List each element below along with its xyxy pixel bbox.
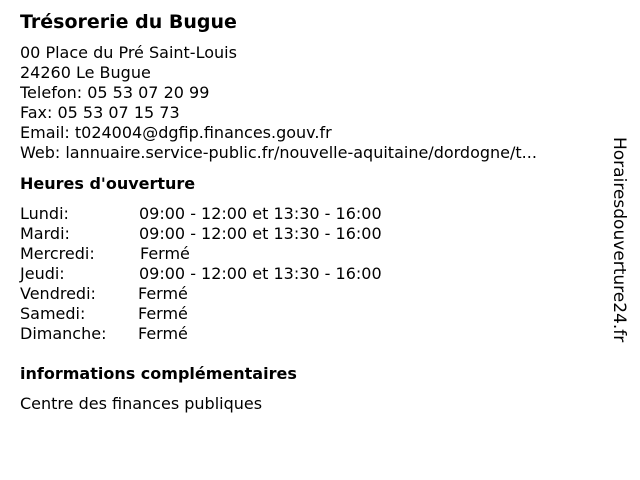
fax-line: Fax: 05 53 07 15 73 — [20, 103, 180, 122]
hours-row-sunday — [20, 324, 600, 344]
hours-row-tuesday — [20, 224, 600, 244]
day-label: Lundi: — [20, 204, 69, 223]
additional-info-text: Centre des finances publiques — [20, 394, 263, 413]
additional-info-heading: informations complémentaires — [20, 364, 297, 383]
street-address: 00 Place du Pré Saint-Louis — [20, 43, 237, 62]
hours-value: Fermé — [138, 324, 188, 343]
hours-value: 09:00 - 12:00 et 13:30 - 16:00 — [139, 204, 382, 223]
email-line: Email: t024004@dgfip.finances.gouv.fr — [20, 123, 332, 142]
day-label: Vendredi: — [20, 284, 96, 303]
site-brand-text: Horairesdouverture24.fr — [609, 137, 629, 343]
hours-row-wednesday — [20, 244, 600, 264]
office-title: Trésorerie du Bugue — [20, 11, 237, 33]
phone-line: Telefon: 05 53 07 20 99 — [20, 83, 210, 102]
day-label: Mercredi: — [20, 244, 95, 263]
hours-value: 09:00 - 12:00 et 13:30 - 16:00 — [139, 264, 382, 283]
day-label: Mardi: — [20, 224, 70, 243]
day-label: Dimanche: — [20, 324, 107, 343]
hours-row-saturday — [20, 304, 600, 324]
hours-row-monday — [20, 204, 600, 224]
opening-hours-table — [20, 204, 600, 344]
hours-row-friday — [20, 284, 600, 304]
hours-value: Fermé — [138, 304, 188, 323]
day-label: Jeudi: — [20, 264, 65, 283]
web-link[interactable]: Web: lannuaire.service-public.fr/nouvelle-aquitaine/dordogne/t... — [20, 143, 537, 162]
city-address: 24260 Le Bugue — [20, 63, 151, 82]
contact-block — [20, 43, 600, 163]
hours-value: Fermé — [138, 284, 188, 303]
hours-value: Fermé — [140, 244, 190, 263]
office-details — [20, 8, 600, 414]
hours-value: 09:00 - 12:00 et 13:30 - 16:00 — [139, 224, 382, 243]
site-brand-vertical — [606, 0, 632, 480]
hours-row-thursday — [20, 264, 600, 284]
opening-hours-heading: Heures d'ouverture — [20, 174, 196, 193]
day-label: Samedi: — [20, 304, 86, 323]
